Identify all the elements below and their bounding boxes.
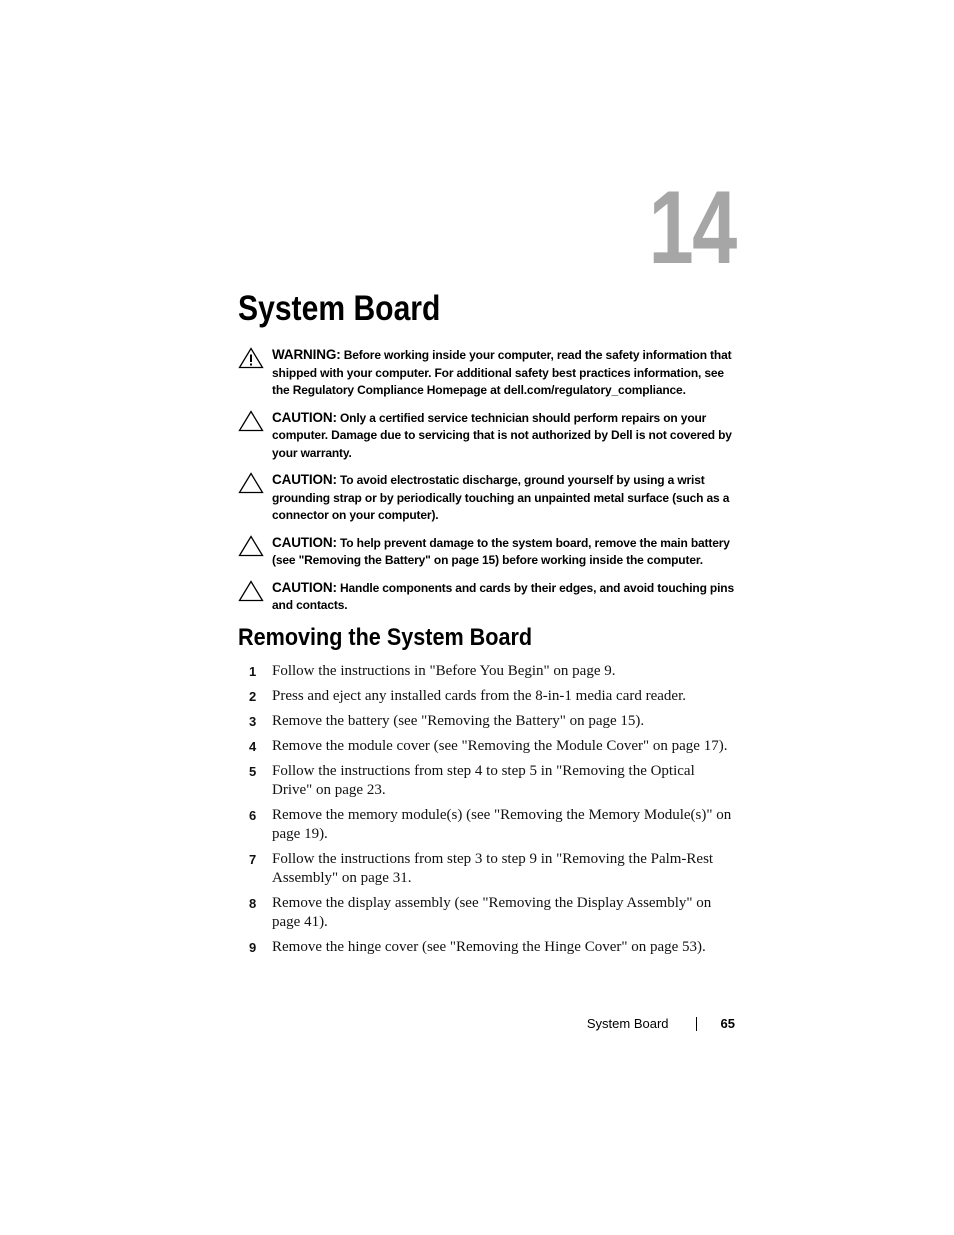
- list-item: [238, 687, 738, 706]
- step-number: 5: [249, 764, 257, 779]
- list-item: [238, 762, 738, 800]
- list-item: [238, 712, 738, 731]
- notices: [238, 346, 736, 624]
- step-number: 2: [249, 689, 257, 704]
- footer-title: System Board: [586, 1016, 669, 1031]
- notice-text: Only a certified service technician should perform repairs on your computer. Damage due to servicing that is not authorized by Dell is not covered by your warranty.: [272, 410, 732, 460]
- notice-label: CAUTION:: [272, 579, 337, 595]
- step-text: Follow the instructions in "Before You Begin" on page 9.: [272, 663, 616, 679]
- warning-notice: [238, 346, 736, 400]
- notice-label: CAUTION:: [272, 472, 337, 487]
- step-text: Remove the memory module(s) (see "Removing the Memory Module(s)" on page 19).: [272, 807, 732, 842]
- notice-label: WARNING:: [272, 347, 341, 362]
- step-text: Press and eject any installed cards from the 8-in-1 media card reader.: [272, 688, 687, 704]
- step-number: 3: [249, 714, 257, 729]
- footer-divider: [696, 1017, 697, 1031]
- caution-triangle-icon: [238, 472, 264, 494]
- chapter-number: 14: [648, 170, 736, 286]
- list-item: [238, 894, 738, 932]
- step-text: Remove the display assembly (see "Removing the Display Assembly" on page 41).: [272, 895, 712, 930]
- chapter-title: System Board: [238, 289, 441, 328]
- list-item: [238, 737, 738, 756]
- caution-triangle-icon: [238, 410, 264, 432]
- step-text: Remove the hinge cover (see "Removing the Hinge Cover" on page 53).: [272, 939, 706, 955]
- notice-text: Handle components and cards by their edges, and avoid touching pins and contacts.: [272, 580, 734, 612]
- step-number: 4: [249, 739, 257, 754]
- list-item: [238, 850, 738, 888]
- warning-triangle-icon: [238, 347, 264, 369]
- caution-notice: [238, 579, 736, 615]
- list-item: [238, 662, 738, 681]
- step-number: 1: [249, 664, 257, 679]
- step-text: Remove the module cover (see "Removing the Module Cover" on page 17).: [272, 738, 728, 754]
- step-text: Follow the instructions from step 4 to step 5 in "Removing the Optical Drive" on page 23.: [272, 763, 695, 798]
- notice-text: To help prevent damage to the system board, remove the main battery (see "Removing the Battery" on page 15) before working inside the computer.: [272, 535, 730, 567]
- page-number: 65: [720, 1016, 735, 1031]
- caution-triangle-icon: [238, 580, 264, 602]
- step-text: Remove the battery (see "Removing the Battery" on page 15).: [272, 713, 645, 729]
- caution-notice: [238, 409, 736, 463]
- step-number: 8: [249, 896, 257, 911]
- caution-triangle-icon: [238, 535, 264, 557]
- step-text: Follow the instructions from step 3 to step 9 in "Removing the Palm-Rest Assembly" on page 31.: [272, 851, 714, 886]
- section-title: Removing the System Board: [238, 624, 533, 651]
- step-number: 6: [249, 808, 257, 823]
- notice-label: CAUTION:: [272, 409, 337, 425]
- caution-notice: [238, 471, 736, 525]
- notice-label: CAUTION:: [272, 534, 337, 550]
- steps-list: [238, 662, 738, 963]
- caution-notice: [238, 534, 736, 570]
- step-number: 7: [249, 852, 257, 867]
- notice-text: To avoid electrostatic discharge, ground yourself by using a wrist grounding strap or by periodically touching an unpainted metal surface (such as a connector on your computer).: [272, 473, 730, 522]
- notice-text: Before working inside your computer, read the safety information that shipped with your computer. For additional safety best practices information, see the Regulatory Compliance Homepage at dell.com/regulatory_compliance.: [272, 348, 732, 397]
- list-item: [238, 806, 738, 844]
- page-footer: [587, 1015, 735, 1033]
- list-item: [238, 938, 738, 957]
- step-number: 9: [249, 940, 257, 955]
